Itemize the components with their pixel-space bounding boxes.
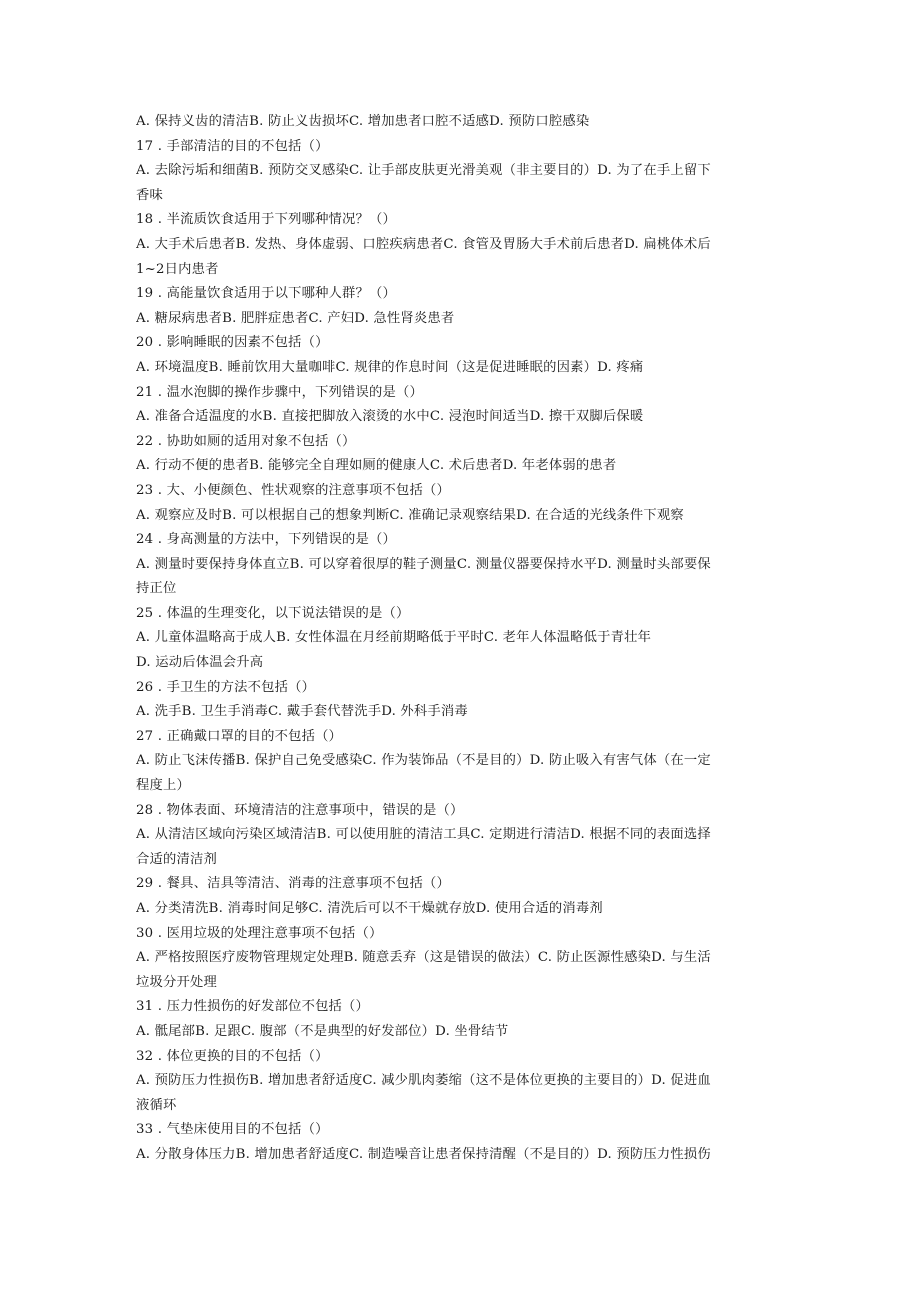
text-line: 液循环 — [136, 1097, 177, 1113]
text-line: A. 大手术后患者B. 发热、身体虚弱、口腔疾病患者C. 食管及胃肠大手术前后患者D. 扁桃体术后 — [136, 236, 711, 252]
text-line: A. 防止飞沫传播B. 保护自己免受感染C. 作为装饰品（不是目的）D. 防止吸入有害气体（在一定 — [136, 753, 711, 769]
question-line: 24 . 身高测量的方法中，下列错误的是（） — [136, 532, 397, 548]
question-line: 27 . 正确戴口罩的目的不包括（） — [136, 728, 343, 744]
text-line: A. 儿童体温略高于成人B. 女性体温在月经前期略低于平时C. 老年人体温略低于青壮年 — [136, 630, 652, 646]
text-line: A. 分散身体压力B. 增加患者舒适度C. 制造噪音让患者保持清醒（不是目的）D. 预防压力性损伤 — [136, 1146, 711, 1162]
text-line: A. 观察应及时B. 可以根据自己的想象判断C. 准确记录观察结果D. 在合适的光线条件下观察 — [136, 507, 684, 523]
text-line: A. 测量时要保持身体直立B. 可以穿着很厚的鞋子测量C. 测量仪器要保持水平D. 测量时头部要保 — [136, 556, 711, 572]
text-line: A. 从清洁区域向污染区域清洁B. 可以使用脏的清洁工具C. 定期进行清洁D. 根据不同的表面选择 — [136, 827, 711, 843]
text-line: A. 准备合适温度的水B. 直接把脚放入滚烫的水中C. 浸泡时间适当D. 擦干双脚后保暖 — [136, 409, 644, 425]
text-line: A. 骶尾部B. 足跟C. 腹部（不是典型的好发部位）D. 坐骨结节 — [136, 1023, 509, 1039]
question-line: 29 . 餐具、洁具等清洁、消毒的注意事项不包括（） — [136, 876, 451, 892]
document-page — [136, 110, 776, 1168]
text-line: A. 保持义齿的清洁B. 防止义齿损坏C. 增加患者口腔不适感D. 预防口腔感染 — [136, 114, 590, 129]
question-line: 28 . 物体表面、环境清洁的注意事项中，错误的是（） — [136, 802, 464, 818]
text-line: A. 去除污垢和细菌B. 预防交叉感染C. 让手部皮肤更光滑美观（非主要目的）D. 为了在手上留下 — [136, 163, 711, 179]
question-line: 21 . 温水泡脚的操作步骤中，下列错误的是（） — [136, 384, 424, 400]
question-line: 19 . 高能量饮食适用于以下哪种人群？（） — [136, 286, 397, 302]
text-line: A. 预防压力性损伤B. 增加患者舒适度C. 减少肌肉萎缩（这不是体位更换的主要目的）D. 促进血 — [136, 1073, 711, 1089]
question-line: 17 . 手部清洁的目的不包括（） — [136, 138, 329, 154]
question-line: 32 . 体位更换的目的不包括（） — [136, 1048, 329, 1064]
text-line: A. 洗手B. 卫生手消毒C. 戴手套代替洗手D. 外科手消毒 — [136, 704, 468, 720]
text-line: A. 严格按照医疗废物管理规定处理B. 随意丢弃（这是错误的做法）C. 防止医源性感染D. 与生活 — [136, 950, 711, 966]
text-line: 1~2日内患者 — [136, 261, 219, 277]
question-line: 18 . 半流质饮食适用于下列哪种情况？（） — [136, 212, 397, 228]
question-line: 31 . 压力性损伤的好发部位不包括（） — [136, 999, 370, 1015]
text-line: 垃圾分开处理 — [136, 974, 217, 990]
question-line: 30 . 医用垃圾的处理注意事项不包括（） — [136, 925, 383, 941]
question-line: 25 . 体温的生理变化，以下说法错误的是（） — [136, 605, 410, 621]
question-line: 22 . 协助如厕的适用对象不包括（） — [136, 433, 356, 449]
text-line: 程度上） — [136, 778, 190, 794]
question-line: 33 . 气垫床使用目的不包括（） — [136, 1122, 329, 1138]
text-line: A. 行动不便的患者B. 能够完全自理如厕的健康人C. 术后患者D. 年老体弱的患者 — [136, 458, 617, 474]
text-line: 香味 — [136, 187, 163, 203]
text-line: A. 分类清洗B. 消毒时间足够C. 清洗后可以不干燥就存放D. 使用合适的消毒剂 — [136, 901, 603, 916]
text-line: 持正位 — [136, 581, 177, 597]
text-line: 合适的清洁剂 — [136, 851, 217, 867]
question-line: 20 . 影响睡眠的因素不包括（） — [136, 335, 329, 351]
text-line: D. 运动后体温会升高 — [136, 655, 264, 671]
question-line: 26 . 手卫生的方法不包括（） — [136, 679, 316, 695]
question-line: 23 . 大、小便颜色、性状观察的注意事项不包括（） — [136, 482, 451, 498]
text-line: A. 环境温度B. 睡前饮用大量咖啡C. 规律的作息时间（这是促进睡眠的因素）D. 疼痛 — [136, 359, 644, 375]
text-line: A. 糖尿病患者B. 肥胖症患者C. 产妇D. 急性肾炎患者 — [136, 310, 455, 326]
